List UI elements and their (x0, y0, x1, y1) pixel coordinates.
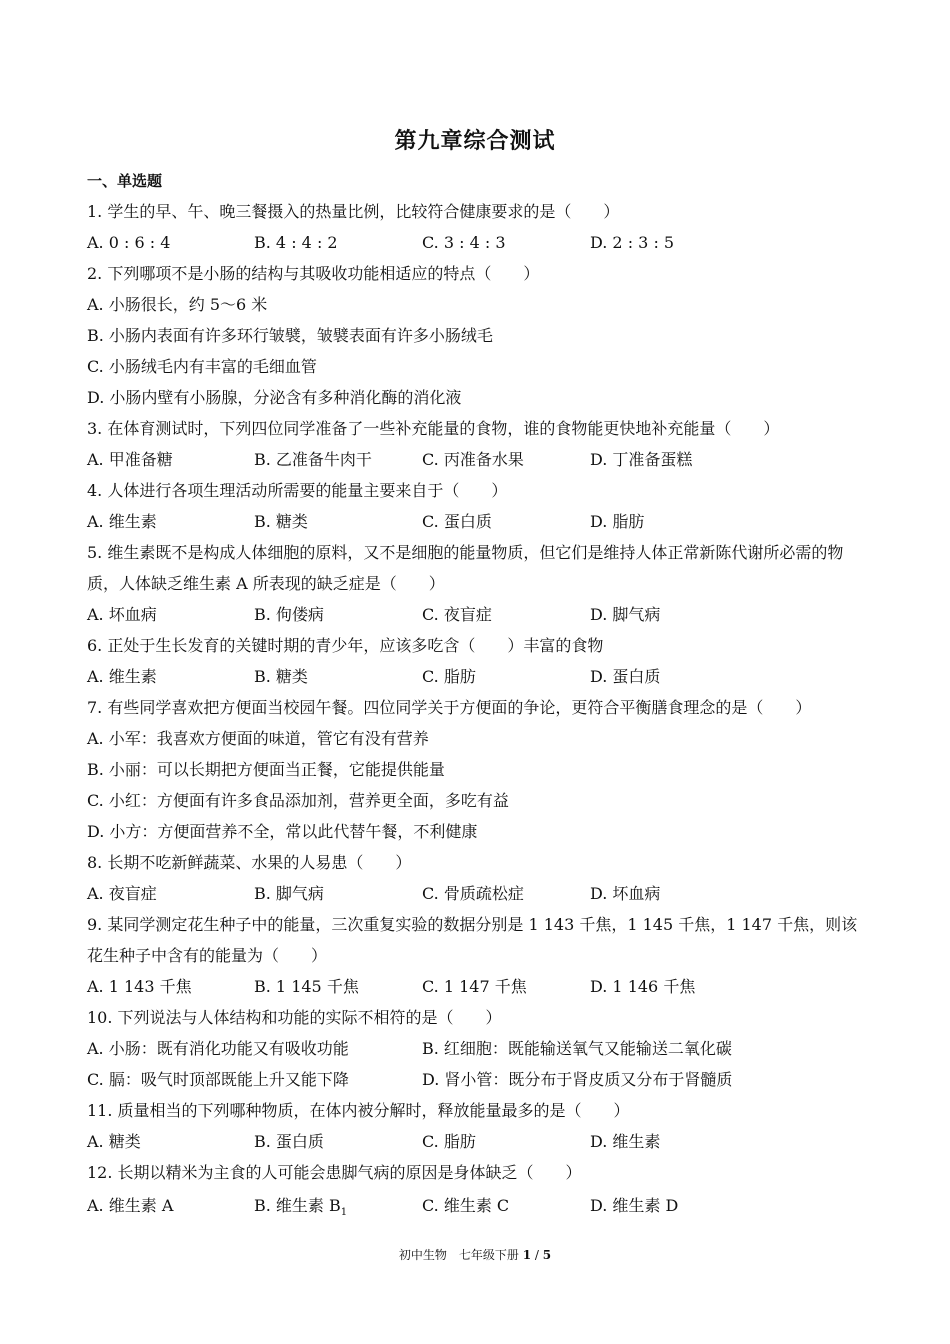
option-c: C. 脂肪 (422, 1132, 476, 1151)
option-a: A. 小肠：既有消化功能又有吸收功能 (87, 1039, 349, 1058)
option-b-text: B. 维生素 B (254, 1196, 341, 1215)
option-c: C. 脂肪 (422, 667, 476, 686)
question-stem: 2. 下列哪项不是小肠的结构与其吸收功能相适应的特点（ ） (87, 264, 540, 283)
option-c: C. 蛋白质 (422, 512, 492, 531)
option-c: C. 骨质疏松症 (422, 884, 524, 903)
option-row (87, 878, 867, 909)
question-stem: 9. 某同学测定花生种子中的能量，三次重复实验的数据分别是 1 143 千焦，1 145 千焦，1 147 千焦，则该花生种子中含有的能量为（ ） (87, 915, 858, 965)
option-a: A. 糖类 (87, 1132, 141, 1151)
option-c: C. 维生素 C (422, 1196, 510, 1215)
option-row (87, 227, 867, 258)
option-a: A. 甲准备糖 (87, 450, 173, 469)
option-b (254, 1190, 347, 1228)
option-b: B. 脚气病 (254, 884, 324, 903)
question-stem: 6. 正处于生长发育的关键时期的青少年，应该多吃含（ ）丰富的食物 (87, 636, 604, 655)
option-d: D. 丁准备蛋糕 (590, 450, 693, 469)
option-c: C. 小肠绒毛内有丰富的毛细血管 (87, 357, 317, 376)
option-b: B. 乙准备牛肉干 (254, 450, 372, 469)
question-stem: 5. 维生素既不是构成人体细胞的原料，又不是细胞的能量物质，但它们是维持人体正常新陈代谢所必需的物质，人体缺乏维生素 A 所表现的缺乏症是（ ） (87, 543, 844, 593)
footer-total-pages: 5 (542, 1248, 552, 1262)
option-a: A. 小军：我喜欢方便面的味道，管它有没有营养 (87, 729, 429, 748)
option-d: D. 脂肪 (590, 512, 645, 531)
option-row (87, 661, 867, 692)
option-row (87, 444, 867, 475)
option-b: B. 佝偻病 (254, 605, 324, 624)
option-b: B. 糖类 (254, 667, 308, 686)
option-a: A. 0 : 6 : 4 (87, 233, 171, 252)
option-a: A. 1 143 千焦 (87, 977, 192, 996)
option-a: A. 维生素 A (87, 1196, 174, 1215)
question-stem: 3. 在体育测试时，下列四位同学准备了一些补充能量的食物，谁的食物能更快地补充能量（ ） (87, 419, 780, 438)
option-b: B. 红细胞：既能输送氧气又能输送二氧化碳 (422, 1039, 732, 1058)
option-a: A. 维生素 (87, 512, 157, 531)
option-d: D. 1 146 千焦 (590, 977, 696, 996)
option-d: D. 肾小管：既分布于肾皮质又分布于肾髓质 (422, 1070, 733, 1089)
option-c: C. 丙准备水果 (422, 450, 524, 469)
option-row (87, 1126, 867, 1157)
option-d: D. 2 : 3 : 5 (590, 233, 675, 252)
question-stem: 7. 有些同学喜欢把方便面当校园午餐。四位同学关于方便面的争论，更符合平衡膳食理念的是（ ） (87, 698, 812, 717)
option-a: A. 夜盲症 (87, 884, 157, 903)
option-d: D. 脚气病 (590, 605, 661, 624)
page-footer (0, 1246, 950, 1263)
question-stem: 4. 人体进行各项生理活动所需要的能量主要来自于（ ） (87, 481, 508, 500)
option-c: C. 膈：吸气时顶部既能上升又能下降 (87, 1070, 349, 1089)
option-row (87, 1064, 867, 1095)
question-stem: 10. 下列说法与人体结构和功能的实际不相符的是（ ） (87, 1008, 502, 1027)
footer-subject: 初中生物 七年级下册 (398, 1248, 519, 1262)
option-row (87, 971, 867, 1002)
option-d: D. 蛋白质 (590, 667, 661, 686)
option-d: D. 小方：方便面营养不全，常以此代替午餐，不利健康 (87, 822, 478, 841)
option-row (87, 1033, 867, 1064)
option-b: B. 糖类 (254, 512, 308, 531)
option-c: C. 1 147 千焦 (422, 977, 527, 996)
footer-page-number: 1 (522, 1248, 532, 1262)
option-b: B. 小丽：可以长期把方便面当正餐，它能提供能量 (87, 760, 445, 779)
option-b: B. 4 : 4 : 2 (254, 233, 338, 252)
option-row (87, 1190, 867, 1221)
option-b-subscript: 1 (340, 1207, 348, 1219)
option-a: A. 坏血病 (87, 605, 157, 624)
section-heading: 一、单选题 (87, 172, 163, 190)
option-c: C. 小红：方便面有许多食品添加剂，营养更全面，多吃有益 (87, 791, 509, 810)
option-d: D. 小肠内壁有小肠腺，分泌含有多种消化酶的消化液 (87, 388, 462, 407)
page-title: 第九章综合测试 (394, 129, 556, 154)
option-b: B. 蛋白质 (254, 1132, 324, 1151)
option-row (87, 599, 867, 630)
option-row (87, 506, 867, 537)
option-d: D. 维生素 (590, 1132, 661, 1151)
question-stem: 12. 长期以精米为主食的人可能会患脚气病的原因是身体缺乏（ ） (87, 1163, 582, 1182)
option-b: B. 1 145 千焦 (254, 977, 359, 996)
footer-separator: / (531, 1248, 543, 1262)
question-stem: 11. 质量相当的下列哪种物质，在体内被分解时，释放能量最多的是（ ） (87, 1101, 630, 1120)
option-c: C. 夜盲症 (422, 605, 492, 624)
option-b: B. 小肠内表面有许多环行皱襞，皱襞表面有许多小肠绒毛 (87, 326, 493, 345)
option-a: A. 维生素 (87, 667, 157, 686)
option-c: C. 3 : 4 : 3 (422, 233, 506, 252)
question-stem: 8. 长期不吃新鲜蔬菜、水果的人易患（ ） (87, 853, 412, 872)
question-list (87, 196, 867, 1221)
option-d: D. 维生素 D (590, 1196, 679, 1215)
option-d: D. 坏血病 (590, 884, 661, 903)
option-a: A. 小肠很长，约 5～6 米 (87, 295, 268, 314)
question-stem: 1. 学生的早、午、晚三餐摄入的热量比例，比较符合健康要求的是（ ） (87, 202, 620, 221)
